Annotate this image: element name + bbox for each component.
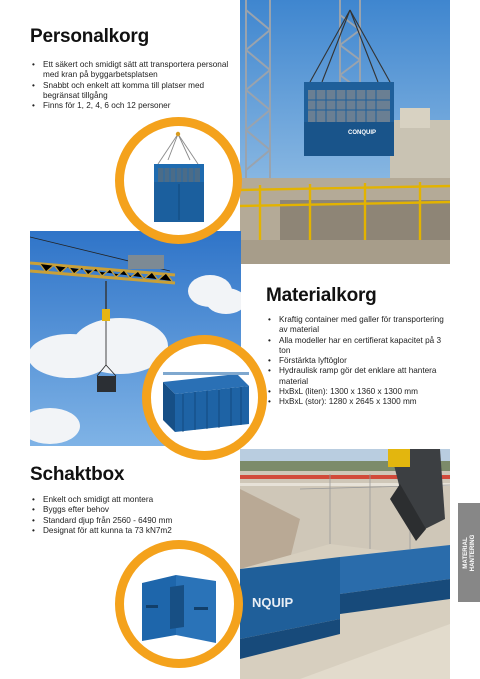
materialkorg-bullets bbox=[266, 315, 446, 408]
personalkorg-bullet: • Finns för 1, 2, 4, 6 och 12 personer bbox=[30, 101, 230, 111]
personalkorg-section bbox=[30, 26, 230, 111]
schaktbox-product-circle bbox=[115, 540, 243, 668]
personalkorg-bullet: • Snabbt och enkelt att komma till platser med begränsat tillgång bbox=[30, 81, 230, 102]
schaktbox-title: Schaktbox bbox=[30, 464, 125, 485]
materialkorg-bullet: • Alla modeller har en certifierat kapacitet på 3 ton bbox=[266, 336, 446, 357]
schaktbox-photo bbox=[240, 449, 450, 679]
schaktbox-bullets bbox=[30, 495, 230, 536]
schaktbox-bullet: • Enkelt och smidigt att montera bbox=[30, 495, 230, 505]
schaktbox-section bbox=[30, 464, 230, 536]
personalkorg-bullet: • Ett säkert och smidigt sätt att transportera personal med kran på byggarbetsplatsen bbox=[30, 60, 230, 81]
materialkorg-bullet: • HxBxL (liten): 1300 x 1360 x 1300 mm bbox=[266, 387, 446, 397]
materialkorg-bullet: • Hydraulisk ramp gör det enklare att hantera material bbox=[266, 366, 446, 387]
section-side-tab[interactable] bbox=[458, 503, 480, 602]
materialkorg-bullet: • Kraftig container med galler för transportering av material bbox=[266, 315, 446, 336]
schaktbox-bullet: • Designat för att kunna ta 73 kN7m2 bbox=[30, 526, 230, 536]
schaktbox-bullet: • Byggs efter behov bbox=[30, 505, 230, 515]
personalkorg-title: Personalkorg bbox=[30, 26, 150, 47]
personalkorg-photo bbox=[240, 0, 450, 264]
box-brand-text: NQUIP bbox=[252, 595, 294, 610]
materialkorg-product-circle bbox=[142, 335, 267, 460]
materialkorg-bullet: • HxBxL (stor): 1280 x 2645 x 1300 mm bbox=[266, 397, 446, 407]
side-tab-line1: MATERIAL bbox=[462, 536, 469, 569]
personalkorg-bullets bbox=[30, 60, 230, 111]
side-tab-line2: HANTERING bbox=[469, 534, 476, 571]
personalkorg-product-circle bbox=[115, 117, 242, 244]
materialkorg-section bbox=[266, 285, 446, 408]
schaktbox-bullet: • Standard djup från 2560 - 6490 mm bbox=[30, 516, 230, 526]
side-tab-label bbox=[462, 534, 476, 571]
basket-brand-text: CONQUIP bbox=[347, 130, 377, 136]
materialkorg-title: Materialkorg bbox=[266, 285, 377, 306]
materialkorg-bullet: • Förstärkta lyftöglor bbox=[266, 356, 446, 366]
